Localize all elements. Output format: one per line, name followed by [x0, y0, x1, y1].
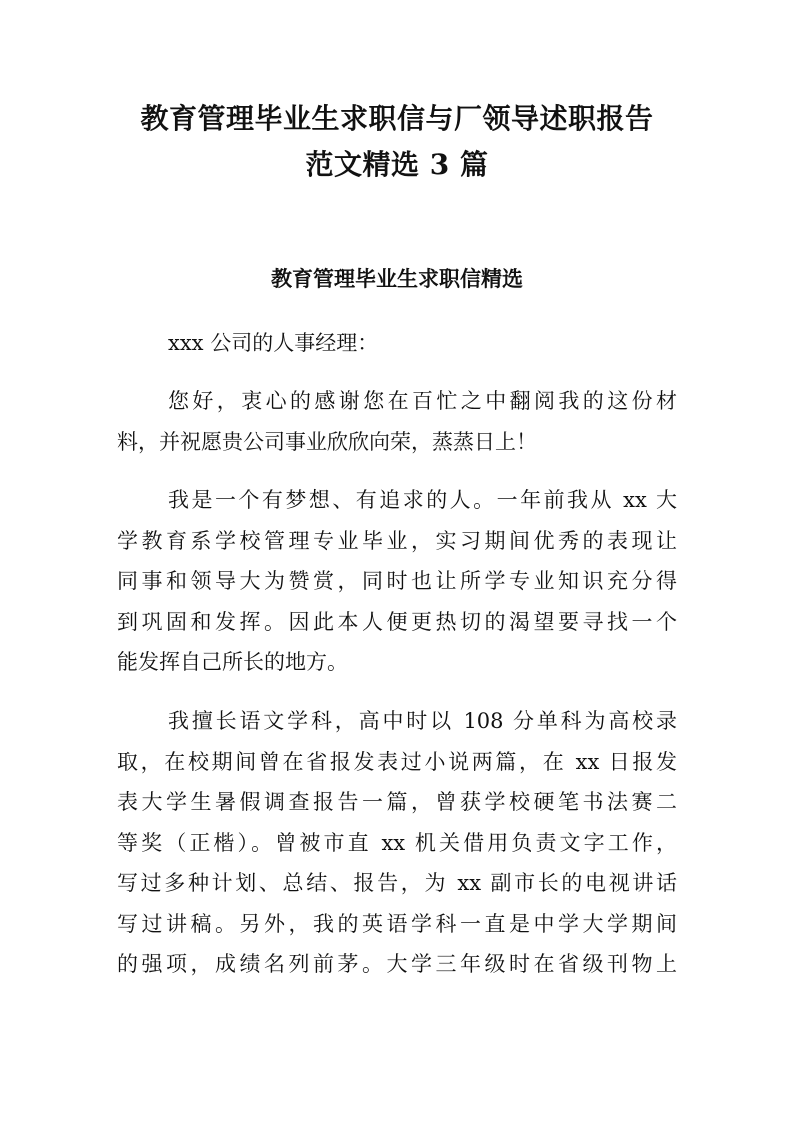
document-title-line-2: 范文精选 3 篇	[305, 148, 489, 181]
paragraph-greeting	[117, 381, 677, 462]
paragraph-line: 学教育系学校管理专业毕业，实习期间优秀的表现让	[117, 528, 677, 553]
salutation	[168, 323, 678, 364]
paragraph-line: 取，在校期间曾在省报发表过小说两篇，在 xx 日报发	[117, 749, 677, 774]
document-title	[100, 96, 694, 188]
paragraph-line: 写过讲稿。另外，我的英语学科一直是中学大学期间	[117, 911, 677, 936]
salutation-text: xxx 公司的人事经理：	[168, 331, 379, 355]
paragraph-line: 能发挥自己所长的地方。	[117, 650, 348, 674]
paragraph-line: 我是一个有梦想、有追求的人。一年前我从 xx 大	[168, 488, 677, 512]
paragraph-line: 您好，衷心的感谢您在百忙之中翻阅我的这份材	[168, 389, 677, 413]
paragraph-line: 料，并祝愿贵公司事业欣欣向荣，蒸蒸日上！	[117, 429, 537, 454]
paragraph-line: 表大学生暑假调查报告一篇，曾获学校硬笔书法赛二	[117, 790, 677, 814]
paragraph-line: 写过多种计划、总结、报告，为 xx 副市长的电视讲话	[117, 871, 677, 895]
document-title-line-1: 教育管理毕业生求职信与厂领导述职报告	[140, 102, 654, 135]
paragraph-line: 到巩固和发挥。因此本人便更热切的渴望要寻找一个	[117, 609, 677, 634]
paragraph-introduction	[117, 480, 677, 683]
paragraph-line: 等奖（正楷）。曾被市直 xx 机关借用负责文字工作，	[117, 830, 677, 855]
paragraph-skills	[117, 701, 677, 985]
paragraph-line: 的强项，成绩名列前茅。大学三年级时在省级刊物上	[117, 952, 677, 976]
section-title: 教育管理毕业生求职信精选	[271, 266, 523, 291]
paragraph-line: 我擅长语文学科，高中时以 108 分单科为高校录	[168, 709, 677, 733]
paragraph-line: 同事和领导大为赞赏，同时也让所学专业知识充分得	[117, 569, 677, 593]
